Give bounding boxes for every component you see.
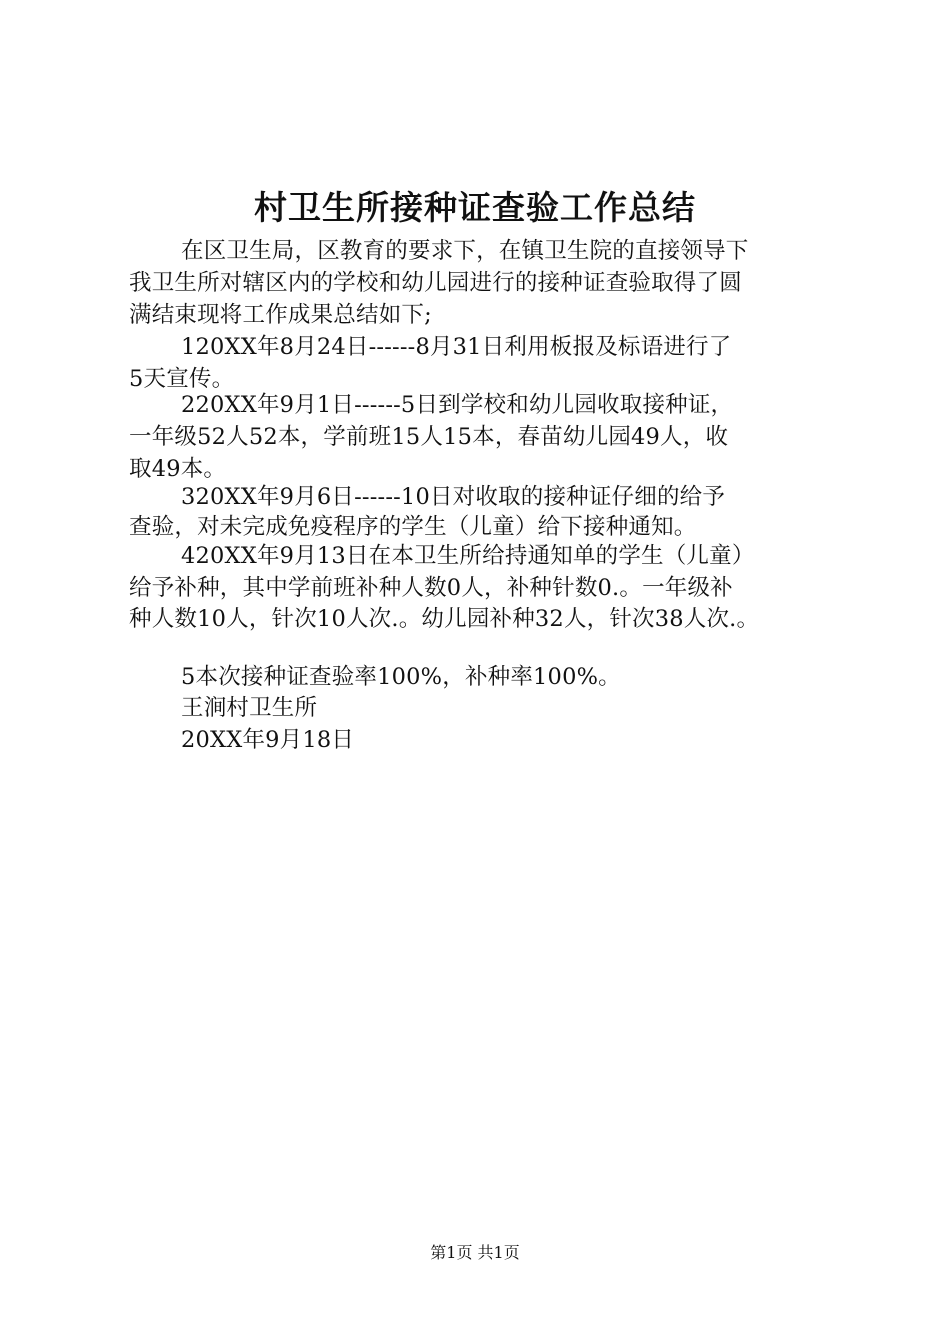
paragraph-5-line-2: 给予补种，其中学前班补种人数0人，补种针数0.。一年级补 — [129, 575, 733, 601]
document-title: 村卫生所接种证查验工作总结 — [254, 188, 696, 227]
signature-date: 20XX年9月18日 — [181, 727, 355, 753]
paragraph-2-line-1: 120XX年8月24日------8月31日利用板报及标语进行了 — [181, 334, 732, 360]
signature-organization: 王涧村卫生所 — [181, 695, 318, 721]
paragraph-4-line-2: 查验，对未完成免疫程序的学生（儿童）给下接种通知。 — [129, 514, 697, 540]
paragraph-5-line-1: 420XX年9月13日在本卫生所给持通知单的学生（儿童） — [181, 543, 755, 569]
paragraph-3-line-3: 取49本。 — [129, 456, 227, 482]
paragraph-4-line-1: 320XX年9月6日------10日对收取的接种证仔细的给予 — [181, 484, 726, 510]
paragraph-1-line-3: 满结束现将工作成果总结如下; — [129, 302, 432, 328]
paragraph-3-line-2: 一年级52人52本，学前班15人15本，春苗幼儿园49人，收 — [129, 424, 729, 450]
page-number-footer: 第1页 共1页 — [430, 1243, 520, 1262]
paragraph-1-line-2: 我卫生所对辖区内的学校和幼儿园进行的接种证查验取得了圆 — [129, 270, 742, 296]
paragraph-6-line-1: 5本次接种证查验率100%，补种率100%。 — [181, 664, 621, 690]
paragraph-2-line-2: 5天宣传。 — [129, 366, 235, 392]
paragraph-3-line-1: 220XX年9月1日------5日到学校和幼儿园收取接种证， — [181, 392, 734, 418]
paragraph-1-line-1: 在区卫生局，区教育的要求下，在镇卫生院的直接领导下 — [181, 238, 749, 264]
paragraph-5-line-3: 种人数10人，针次10人次.。幼儿园补种32人，针次38人次.。 — [129, 606, 760, 632]
